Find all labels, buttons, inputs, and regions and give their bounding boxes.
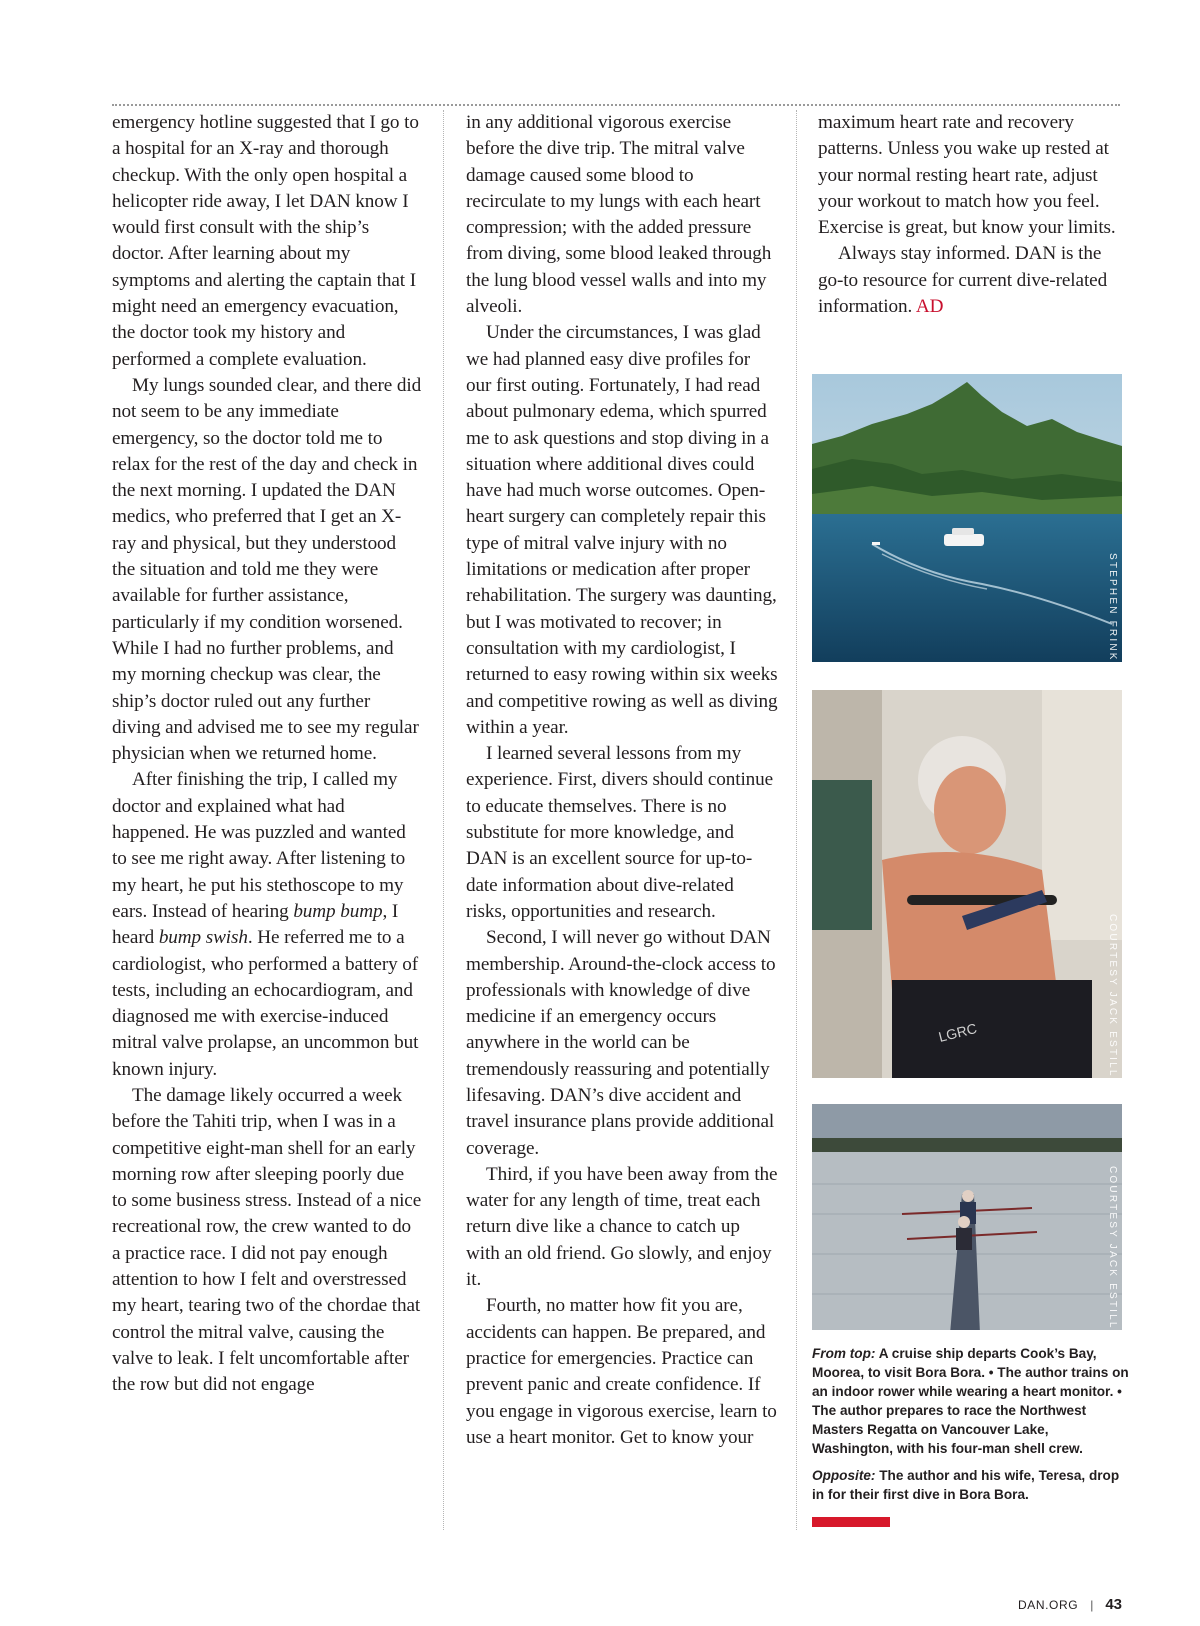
red-accent-bar: [812, 1517, 890, 1527]
paragraph: Second, I will never go without DAN membership. Around-the-clock access to professionals with knowledge of dive medicine if an emergency occurs anywhere in the world can be tremendously reassuring and potentially lifesaving. DAN’s dive accident and travel insurance plans provide additional coverage.: [466, 927, 776, 1159]
column-divider: [796, 110, 797, 1530]
site-name: DAN.ORG: [1017, 1597, 1079, 1612]
indoor-rower-illustration: [812, 690, 1122, 1078]
photo-credit: COURTESY JACK ESTILL: [1107, 914, 1118, 1078]
photo-rowing-shell: [812, 1104, 1122, 1330]
paragraph: Always stay informed. DAN is the go-to resource for current dive-related information. AD: [818, 243, 1108, 318]
rowing-shell-illustration: [812, 1104, 1122, 1330]
paragraph: emergency hotline suggested that I go to a hospital for an X-ray and thorough checkup. With the only open hospital a helicopter ride away, I let DAN know I would first consult with the ship’s doctor. After learning about my symptoms and alerting the captain that I might need an emergency evacuation, the doctor took my history and performed a complete evaluation.: [112, 112, 419, 370]
page-number: 43: [1105, 1596, 1122, 1613]
photo-credit: STEPHEN FRINK: [1107, 553, 1118, 662]
photo-caption: [812, 1344, 1130, 1512]
end-mark: AD: [915, 296, 944, 318]
caption-lead: From top:: [812, 1346, 876, 1361]
photo-indoor-rower: [812, 690, 1122, 1078]
column-divider: [443, 110, 444, 1530]
paragraph: in any additional vigorous exercise before the dive trip. The mitral valve damage caused some blood to recirculate to my lungs with each heart compression; with the added pressure from diving, some blood leaked through the lung blood vessel walls and into my alveoli.: [466, 112, 772, 318]
shorts-text: LGRC: [936, 1019, 979, 1045]
caption-paragraph: Opposite: The author and his wife, Teresa, drop in for their first dive in Bora Bora.: [812, 1468, 1120, 1502]
article-column-1: [112, 110, 422, 1399]
article-column-2: [466, 110, 778, 1451]
paragraph: Under the circumstances, I was glad we had planned easy dive profiles for our first outing. Fortunately, I had read about pulmonary edema, which spurred me to ask questions and stop diving in a situation where additional dives could have had much worse outcomes. Open-heart surgery can completely repair this type of mitral valve injury with no limitations or medication after proper rehabilitation. The surgery was daunting, but I was motivated to recover; in consultation with my cardiologist, I returned to easy rowing within six weeks and competitive rowing as well as diving within a year.: [466, 322, 778, 738]
caption-lead: Opposite:: [812, 1468, 876, 1483]
emphasis: bump bump: [293, 900, 383, 922]
cooks-bay-illustration: [812, 374, 1122, 662]
paragraph: I learned several lessons from my experience. First, divers should continue to educate themselves. There is no substitute for more knowledge, and DAN is an excellent source for up-to-date information about dive-related risks, opportunities and research.: [466, 743, 774, 922]
paragraph: My lungs sounded clear, and there did not seem to be any immediate emergency, so the doctor told me to relax for the rest of the day and check in the next morning. I updated the DAN medics, who preferred that I get an X-ray and physical, but they understood the situation and told me they were available for further assistance, particularly if my condition worsened. While I had no further problems, and my morning checkup was clear, the ship’s doctor ruled out any further diving and advised me to see my regular physician when we returned home.: [112, 374, 422, 765]
article-column-3: [818, 110, 1120, 320]
page-footer: [1018, 1596, 1122, 1613]
paragraph: After finishing the trip, I called my doctor and explained what had happened. He was puzzled and wanted to see me right away. After listening to my heart, he put his stethoscope to my ears. Instead of hearing bump bump, I heard bump swish. He referred me to a cardiologist, who performed a battery of tests, including an echocardiogram, and diagnosed me with exercise-induced mitral valve prolapse, an uncommon but known injury.: [112, 769, 419, 1080]
caption-paragraph: From top: A cruise ship departs Cook’s Bay, Moorea, to visit Bora Bora. • The author trains on an indoor rower while wearing a heart monitor. • The author prepares to race the Northwest Masters Regatta on Vancouver Lake, Washington, with his four-man shell crew.: [812, 1346, 1129, 1456]
photo-cooks-bay: [812, 374, 1122, 662]
paragraph: Third, if you have been away from the water for any length of time, treat each return dive like a chance to catch up with an old friend. Go slowly, and enjoy it.: [466, 1163, 778, 1291]
paragraph: Fourth, no matter how fit you are, accidents can happen. Be prepared, and practice for emergencies. Practice can prevent panic and create confidence. If you engage in vigorous exercise, learn to use a heart monitor. Get to know your: [466, 1295, 777, 1448]
footer-separator: |: [1090, 1597, 1094, 1612]
photo-credit: COURTESY JACK ESTILL: [1107, 1166, 1118, 1330]
paragraph: The damage likely occurred a week before the Tahiti trip, when I was in a competitive eight-man shell for an early morning row after sleeping poorly due to some business stress. Instead of a nice recreational row, the crew wanted to do a practice race. I did not pay enough attention to how I felt and overstressed my heart, tearing two of the chordae that control the mitral valve, causing the valve to leak. I felt uncomfortable after the row but did not engage: [112, 1084, 422, 1396]
emphasis: bump swish: [158, 927, 248, 949]
top-dotted-rule: [112, 104, 1120, 106]
paragraph: maximum heart rate and recovery patterns. Unless you wake up rested at your normal resting heart rate, adjust your workout to match how you feel. Exercise is great, but know your limits.: [818, 112, 1116, 239]
